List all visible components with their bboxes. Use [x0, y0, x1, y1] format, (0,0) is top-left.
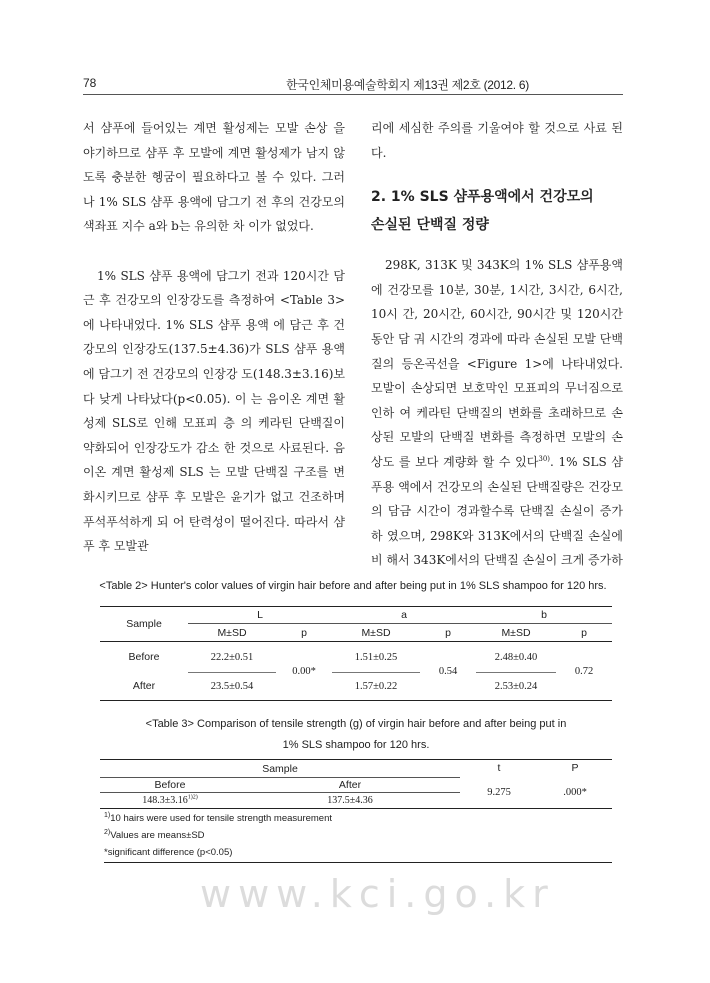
table2-sample-header: Sample [100, 607, 188, 642]
table3-t-header: t [497, 762, 501, 774]
table2-p-a: 0.54 [420, 642, 476, 701]
text-line: 모발은 윤기가 없고 건조하며 푸석푸석하게 되 [83, 489, 345, 529]
left-paragraph-2 [83, 264, 345, 559]
text-line: 리에 세심한 주의를 기울여야 할 것으로 사료 [371, 121, 607, 135]
text-line: 담금 시간이 경과할수록 단백질 손실이 증가하 [371, 504, 623, 543]
table2-subheader: p [301, 626, 307, 639]
table3-p-value: .000* [563, 786, 587, 798]
journal-title: 한국인체미용예술학회지 제13권 제2호 (2012. 6) [286, 78, 529, 92]
text-line: SLS 샴푸 용액에 담그기 전 건강모의 인장강 [83, 342, 345, 381]
table2-row-label: After [132, 680, 156, 693]
table3-notes [104, 810, 612, 863]
table3 [100, 759, 612, 809]
text-line: 있다. 그러나 1% SLS 샴푸 용액에 담그기 전 [83, 170, 345, 209]
text-line: 서 샴푸에 들어있는 계면 활성제는 모발 손상 [83, 121, 328, 135]
text-line: 한 것으로 사료된다. 음이온 계면 활성제 SLS [83, 440, 345, 480]
table3-after-value: 137.5±4.36 [327, 795, 373, 806]
caption-line: 1% SLS shampoo for 120 hrs. [282, 739, 430, 751]
table2-subheader: M±SD [501, 626, 531, 639]
table2-group-a: a [332, 607, 476, 624]
text-line: 된다. [371, 121, 623, 160]
table3-after-header: After [240, 778, 460, 793]
table2-cell: 2.53±0.24 [494, 681, 538, 692]
table-row [100, 673, 612, 701]
table2-cell: 2.48±0.40 [476, 642, 556, 673]
text-line: 해서 343K에서의 단백질 손실이 크게 증가하 [386, 553, 623, 568]
text-line: 손상되면 보호막인 모표피의 무너짐으로 인하 [371, 381, 623, 420]
text-line: 남지 않도록 충분한 헹굼이 필요하다고 볼 수 [83, 145, 345, 185]
table3-sample-header: Sample [100, 760, 460, 778]
text-line: 모발의 단백질 변화를 측정하면 모발의 손상도 [371, 430, 623, 469]
table2-subheader: p [581, 626, 587, 639]
running-header [83, 74, 623, 95]
watermark: www.kci.go.kr [200, 872, 555, 916]
text-line: 의 케라틴 단백질이 약화되어 인장강도가 감소 [83, 416, 345, 455]
text-line: 를 보다 계량화 할 수 있다 [398, 454, 539, 469]
table2 [100, 606, 612, 701]
table2-caption: <Table 2> Hunter's color values of virgin hair before and after being put in 1% SLS shampoo for 120 hrs. [99, 580, 607, 592]
text-line: 이가 없었다. [248, 219, 314, 234]
text-line: 였으며, 298K와 313K에서의 단백질 손실에 비 [371, 528, 623, 568]
table2-cell: 22.2±0.51 [188, 642, 276, 673]
left-column [83, 116, 345, 559]
text-line: 는 모발 단백질 구조를 변화시키므로 샴푸 후 [83, 465, 345, 504]
heading-line: 손실된 단백질 정량 [371, 217, 489, 234]
right-paragraph-2 [371, 253, 623, 573]
text-line: 건강모를 10분, 30분, 1시간, 3시간, 6시간, 10시 [371, 282, 623, 322]
text-line: 는 음이온 계면 활성제 SLS로 인해 모표피 층 [83, 391, 345, 431]
text-line: 298K, 313K 및 343K의 1% SLS 샴푸용액에 [371, 258, 623, 297]
table3-before-header: Before [100, 778, 240, 793]
table2-p-L: 0.00* [276, 642, 332, 701]
right-paragraph-1 [371, 116, 623, 165]
text-line: 여 케라틴 단백질의 변화를 초래하므로 손상된 [371, 405, 623, 445]
text-line: 담근 후 건강모의 인장강도를 측정하여 [83, 268, 345, 308]
text-line: 에 담근 후 건강모의 인장강도(137.5±4.36)가 [83, 317, 345, 357]
text-line: 후의 건강모의 색좌표 지수 a와 b는 유의한 차 [83, 194, 345, 234]
text-line: . 1% SLS 샴푸용 [371, 454, 623, 494]
table3-p-header: P [571, 762, 579, 774]
text-line: 1% SLS 샴푸 용액에 담그기 전과 120시간 [97, 268, 329, 283]
table2-cell: 1.51±0.25 [332, 642, 420, 673]
table2-p-b: 0.72 [556, 642, 612, 701]
text-line: 도(148.3±3.16)보다 낮게 나타났다(p<0.05). 이 [83, 366, 345, 406]
page-number: 78 [83, 76, 97, 90]
caption-line: <Table 3> Comparison of tensile strength (g) of virgin hair before and after being put in [145, 718, 567, 730]
table2-subheader: M±SD [217, 626, 247, 639]
table-row [100, 793, 612, 809]
section-heading [371, 183, 623, 239]
left-paragraph-1 [83, 116, 345, 239]
citation-superscript: 30) [538, 454, 551, 463]
text-line: 등온곡선을 <Figure 1>에 나타내었다. 모발이 [371, 356, 623, 396]
text-line: 어 탄력성이 떨어진다. 따라서 샴푸 후 모발관 [83, 514, 345, 554]
table-note: $^{1)}$10 hairs were used for tensile strength measurement [104, 811, 333, 824]
text-line: 간, 20시간, 60시간, 90시간 및 120시간 동안 담 [371, 307, 623, 346]
table2-subheader: p [445, 626, 451, 639]
table-note: $^{2)}$Values are means±SD [104, 828, 205, 841]
table-note: *significant difference (p<0.05) [104, 847, 233, 858]
table3-before-value: $148.3\pm 3.16^{1)2)}$ [142, 794, 198, 806]
table2-cell: 23.5±0.54 [210, 681, 254, 692]
table3-t-value: 9.275 [487, 786, 511, 798]
heading-line: 2. 1% SLS 샴푸용액에서 건강모의 [371, 189, 594, 206]
table2-subheader: M±SD [361, 626, 391, 639]
table3-caption [100, 714, 612, 756]
text-line: 을 야기하므로 샴푸 후 모발에 계면 활성제가 [83, 121, 345, 160]
table2-group-L: L [188, 607, 332, 624]
table2-cell: 1.57±0.22 [354, 681, 398, 692]
text-line: <Table 3>에 나타내었다. 1% SLS 샴푸 용액 [83, 293, 346, 332]
table2-row-label: Before [128, 651, 160, 664]
table-row [100, 642, 612, 673]
text-line: 궈 시간의 경과에 따라 손실된 모발 단백질의 [371, 331, 623, 371]
right-column [371, 116, 623, 573]
table2-group-b: b [476, 607, 612, 624]
text-line: 액에서 건강모의 손실된 단백질량은 건강모의 [371, 479, 623, 519]
